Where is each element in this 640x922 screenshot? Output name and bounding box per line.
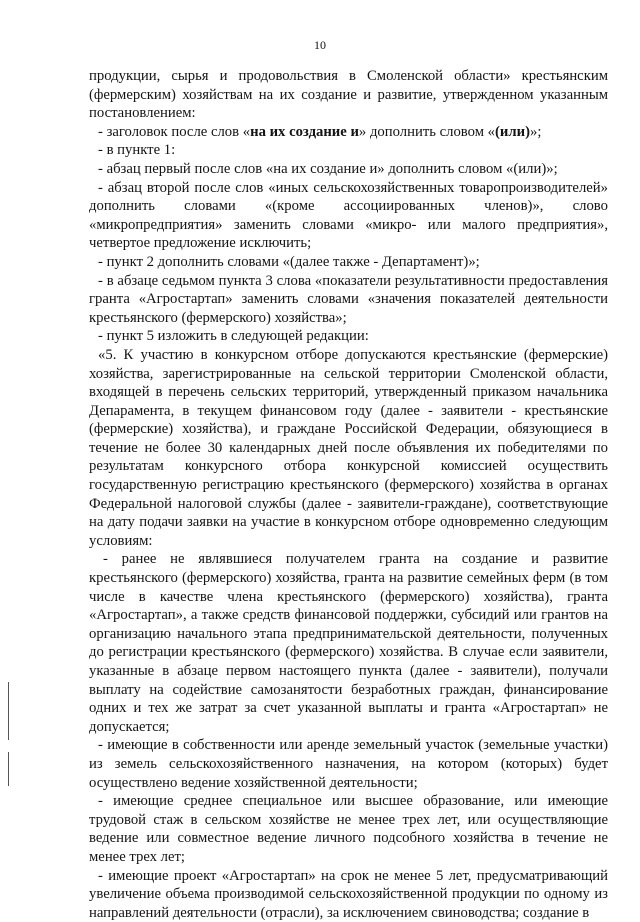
paragraph: - имеющие в собственности или аренде земельный участок (земельные участки) из земель сельскохозяйственного назначения, на котором (которых) будет осуществлено ведение хозяйственной деятельности;	[89, 737, 608, 791]
scan-margin-mark	[8, 752, 9, 786]
page-number: 10	[314, 38, 326, 52]
paragraph: - абзац второй после слов «иных сельскохозяйственных товаропроизводителей» дополнить словами «(кроме ассоциированных членов)», слово «микропредприятия» заменить словами «микро- или малого предприятия», четвертое предложение исключить;	[89, 179, 608, 252]
paragraph: - имеющие среднее специальное или высшее образование, или имеющие трудовой стаж в сельском хозяйстве не менее трех лет, или осуществляющие ведение или совместное ведение личного подсобного хозяйства в течение не менее трех лет;	[89, 793, 608, 865]
paragraph: - в абзаце седьмом пункта 3 слова «показатели результативности предоставления гранта «Агростартап» заменить словами «значения показателей деятельности крестьянского (фермерского) хозяйства»;	[89, 272, 608, 326]
paragraph: - заголовок после слов «на их создание и» дополнить словом «(или)»;	[98, 123, 542, 140]
paragraph: - пункт 2 дополнить словами «(далее также - Департамент)»;	[98, 253, 480, 270]
paragraph: «5. К участию в конкурсном отборе допускаются крестьянские (фермерские) хозяйства, зарегистрированные на сельской территории Смоленской области, входящей в перечень сельских территорий, утвержденный приказом начальника Депараментa, в текущем финансовом году (далее - заявители - крестьянские (фермерские) хозяйства), и граждане Российской Федерации, обязующиеся в течение не более 30 календарных дней после объявления их победителями по результатам конкурсного отбора конкурсной комиссией осуществить государственную регистрацию крестьянского (фермерского) хозяйства в органах Федеральной налоговой службы (далее - заявители-граждане), соответствующие на дату подачи заявки на участие в конкурсном отборе одновременно следующим условиям:	[89, 346, 608, 549]
document-body	[89, 67, 608, 922]
paragraph: - имеющие проект «Агростартап» на срок не менее 5 лет, предусматривающий увеличение объема производимой сельскохозяйственной продукции по одному из направлений деятельности (отрасли), за исключением свиноводства; создание в	[89, 867, 608, 921]
paragraph: - ранее не являвшиеся получателем гранта на создание и развитие крестьянского (фермерского) хозяйства, гранта на развитие семейных ферм (в том числе в качестве члена крестьянского (фермерского) хозяйства), гранта «Агростартап», а также средств финансовой поддержки, субсидий или грантов на организацию начального этапа предпринимательской деятельности, полученных до регистрации крестьянского (фермерского) хозяйства. В случае если заявители, указанные в абзаце первом настоящего пункта (далее - заявители), получали выплату на содействие самозанятости безработных граждан, финансирование одних и тех же затрат за счет указанной выплаты и гранта «Агростартап» не допускается;	[89, 551, 608, 735]
scan-margin-mark	[8, 682, 9, 740]
paragraph: продукции, сырья и продовольствия в Смоленской области» крестьянским (фермерским) хозяйствам на их создание и развитие, утвержденном указанным постановлением:	[89, 68, 608, 122]
paragraph: - в пункте 1:	[98, 142, 176, 159]
paragraph: - пункт 5 изложить в следующей редакции:	[98, 328, 369, 345]
paragraph: - абзац первый после слов «на их создание и» дополнить словом «(или)»;	[98, 160, 558, 177]
